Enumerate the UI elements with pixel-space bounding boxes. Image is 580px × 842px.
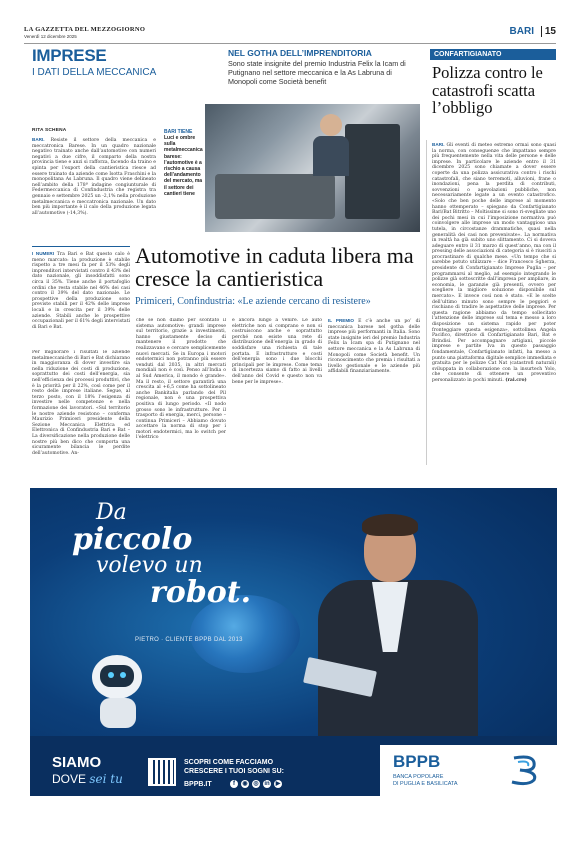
column-separator <box>426 140 427 465</box>
factory-photo <box>205 104 420 232</box>
masthead <box>24 26 556 42</box>
ad-dove <box>52 772 123 786</box>
polizza-headline: Polizza contro le catastrofi scatta l’obbligo <box>432 63 543 117</box>
ad-crescere-line: CRESCERE I TUOI SOGNI SU: <box>184 768 284 775</box>
ad-line-1: Da <box>96 500 127 525</box>
ad-scopri-line: SCOPRI COME FACCIAMO <box>184 759 274 766</box>
col-4 <box>232 318 322 468</box>
col-2: Per migliorare i risultati le aziende metalmeccaniche di Bari e Bat dichiarano in maggioranza di dover investire sia nella riduzione dei costi di produzione, soprattutto dei costi dell’energia, sia nell’efficienza dei processi produttivi, che è la priorità per il 22%, così come per il resto delle imprese italiane. Segue, al terzo posto, con il 18% l’esigenza di investire nelle competenze e nella formazione dei lavoratori. «Sul territorio le nostre aziende resistono – conferma Maurizio Primiceri presidente della Sezione Meccanica Elettrica ed Elettronica di Confindustria Bari e Bat – La diversificazione nella produzione delle nostre più ben dico che comporta una sicuramente bilancia le perdite dell’automotive. An- <box>32 350 130 456</box>
main-subhead: Primiceri, Confindustria: «Le aziende cercano di resistere» <box>135 296 371 307</box>
right-lead-label: BARI. <box>432 142 445 147</box>
threads-icon[interactable]: ◎ <box>253 781 259 787</box>
left-lead-text <box>32 137 156 249</box>
ad-line-4: robot. <box>150 575 252 610</box>
ad-dove-word: DOVE <box>52 772 87 786</box>
robot-body <box>100 698 136 728</box>
newspaper-name: LA GAZZETTA DEL MEZZOGIORNO <box>24 26 146 33</box>
section-subtitle: I DATI DELLA MECCANICA <box>32 67 157 78</box>
gotha-text: Sono state insignite del premio Industria Felix la Icam di Putignano nel settore meccanica e la As Labruna di Monopoli come Società benefit <box>228 59 406 86</box>
bppb-logo-icon <box>508 752 542 786</box>
ad-siamo: SIAMO <box>52 754 102 771</box>
bppb-sub-1: BANCA POPOLARE <box>393 774 444 780</box>
robot-eye-icon <box>108 672 114 678</box>
city-label: BARI <box>509 26 534 37</box>
numeri-box <box>32 246 130 347</box>
ad-scopri <box>184 758 284 776</box>
qr-code-icon[interactable] <box>148 758 176 786</box>
ad-line-3: volevo un <box>96 553 203 578</box>
lead-body: Resiste il settore della meccanica e meccatronica Barese. In un quadro nazionale negativo trainato anche dall’automotive con numeri negativi a due cifre, il comparto della nostra provincia tiene e anzi si rafforza, facendo da traino e spinta per l’export della cantieristica riesce ad essere trainato da aziende come Isotta Fraschini e la monopolitana As Labruna. Il quadro viene delineato nell’ambito della 178ª indagine congiunturale di Federmeccanica di Confindustria che registra tra gennaio e settembre 2025 un -2,1% nella produzione metalmeccanica e meccatronica nazionale. Un dato ben più importante è il calo della produzione legata all’automotive (-14,3%). <box>32 138 156 216</box>
ad-website-link[interactable]: BPPB.IT <box>184 781 212 788</box>
robot-face <box>100 665 134 687</box>
page-number: 15 <box>541 26 556 37</box>
numeri-label: I NUMERI <box>32 251 55 256</box>
bppb-brand: BPPB <box>393 752 441 771</box>
bppb-sub-2: DI PUGLIA E BASILICATA <box>393 780 458 787</box>
premio-label: IL PREMIO <box>328 318 355 323</box>
ad-testimonial: PIETRO · CLIENTE BPPB DAL 2013 <box>135 637 243 643</box>
col-5 <box>328 318 420 468</box>
gotha-heading: NEL GOTHA DELL’IMPRENDITORIA <box>228 48 372 58</box>
main-headline: Automotive in caduta libera ma cresce la cantieristica <box>135 243 414 291</box>
lead-label: BARI. <box>32 137 45 142</box>
youtube-icon[interactable]: ▶ <box>275 781 281 787</box>
top-rule <box>24 43 556 44</box>
right-signoff: (rai.cro) <box>505 377 527 383</box>
ad-sei-tu: sei tu <box>89 772 123 786</box>
bppb-brand-sub <box>393 774 458 787</box>
linkedin-icon[interactable]: in <box>264 781 270 787</box>
col-3: che se non diamo per scontato il sistema automotive: grandi imprese sul territorio, grazie a investimenti, hanno giustamente deciso di mantenere il prodotto che realizzavano e cercare semplicemente nuovi mercati. Se in Europa i motori endotermici non potranno più essere venduti dal 2035, in altri mercati mondiali non è così. Penso all’India o al Sud America, il mondo è grande». Ma il resto, il settore garantirà una crescita al +6,5 come ha sottolineato anche Bankitalia parlando del Pil regionale, non è una prospettiva positiva di lungo periodo. «Il nodo grosso sono le infrastrutture. Per il trasporto di energia, merci, persone – continua Primiceri – Abbiamo dovuto accettare la norma di stop per i motori endotermici, ma lo switch per l’elettrico <box>136 318 226 441</box>
facebook-icon[interactable]: f <box>230 780 238 788</box>
bari-tiene-caption: Luci e ombre sulla metalmeccanica barese: l’automotive è a rischio a causa dell’andamento del mercato, ma il settore dei cantieri tiene <box>164 135 203 197</box>
numeri-text <box>32 251 130 347</box>
right-article <box>432 142 556 464</box>
numeri-body: Tra Bari e Bat questo calo è meno marcato: la produzione è stabile rispetto a tre mesi fa per il 53% degli imprenditori intervistati contro il 43% del dato nazionale, gli insoddisfatti sono circa il 35%. Tiene anche il portafoglio ordini che resta stabile nel 46% dei casi contro il 39% del dato nazionale. Le prospettive della produzione sono previste stabili per il 42% delle imprese locali e in crescita per il 39% delle aziende. Stabili anche le prospettive occupazionali per il 61% degli intervistati di Bari e Bat. <box>32 252 130 330</box>
instagram-icon[interactable]: ◉ <box>242 781 248 787</box>
robot-eye-icon <box>120 672 126 678</box>
issue-date: Venerdì 12 dicembre 2025 <box>24 34 77 39</box>
man-hair <box>362 514 418 536</box>
byline: RITA SCHENA <box>32 128 67 133</box>
confartigianato-tag: CONFARTIGIANATO <box>430 49 556 60</box>
right-body: Gli eventi di meteo estremo ormai sono quasi la norma, con conseguenze che impattano sempre più frequentemente nella vita delle persone e delle imprese. In particolare le aziende entro il 31 dicembre 2025 sono chiamate a dover essere coperte da una polizza assicurativa contro i rischi catastrofali, che siano terremoti, alluvioni, frane o inondazioni, pena la perdita di contributi, sovvenzioni o agevolazioni pubbliche, non necessariamente legate a un evento catastrofico. «Solo che ben poche delle imprese al momento hanno ottemperato – spiegano da Confartigianato Bari/Bat Bitritto – Moltissime si sono ri-svegliate uno dei pochi mesi in cui l’imposizione normativa può coinvolgere alle imprese un modo vantaggioso una tutela, in circostanze drammatiche, quasi nella generalità dei casi non prevenivate». La normativa in realtà ha già subito uno slittamento. Ci si doveva adeguare entro il 31 marzo di quest’anno, ma con il pressing delle associazioni di categoria si è riusciti a procrastinare di qualche mese. «Un tempo che si sarebbe potuto utilizzare – dice Francesco Sgherza, presidente di Confartigianato Imprese Puglia – per programmarsi al meglio, ad esempio integrando le polizze già sottoscritte dall’impresa per ampliare, in economia, le garanzie già presenti, ovvero per scegliere la migliore soluzione disponibile sul mercato». E invece così non è stato. «E le scelte dell’ultimo minuto sono sempre le peggiori e rischiano di tradire le aspettative delle imprese. Per questa ragione abbiamo da tempo sollecitato l’attenzione delle imprese sul tema e messo a loro disposizione un sistema rapido per poter fronteggiare questa esigenza», sottolinea Angela Pacifico, direttrice di Confartigianato Bari, Bat e Brindisi. Per accompagnare artigiani, piccole imprese e partite Iva in questo passaggio fondamentale, Confartigianato infatti, ha messo a punto una piattaforma digitale semplice immediata e gratuita per le polizze Cat Nat (catastrofi naturali) sviluppata in collaborazione con la insurtech Yolo, che consente di ottenere un preventivo personalizzato in pochi minuti. <box>432 143 556 383</box>
col-4-body: è ancora lungo a venire. Le auto elettriche non si comprano e non si costruiscono anche e soprattutto perché non esiste una rete di distribuzione dell’energia in grado di soddisfare una richiesta di tale portata. E infrastrutture e costi dell’energia sono i due blocchi principali per le imprese. Come tema di incertezza siamo di fatto ai livelli dell’anno del Covid e questo non va bene per le imprese». <box>232 318 322 385</box>
section-title: IMPRESE <box>32 46 107 65</box>
bari-tiene-label: BARI TIENE <box>164 129 193 135</box>
left-article-top <box>32 128 156 249</box>
ad-line-2: piccolo <box>72 522 193 557</box>
premio-body: E c’è anche un po’ di meccanica barese nel gotha delle imprese più performanti in Italia. Sono state insignite ieri del premio Industria Felix la Icam spa di Putignano nel settore meccanica e la As Labruna di Monopoli come Società benefit. Un riconoscimento che premia i risultati a livello gestionale e le aziende più affidabili finanziariamente. <box>328 319 420 375</box>
